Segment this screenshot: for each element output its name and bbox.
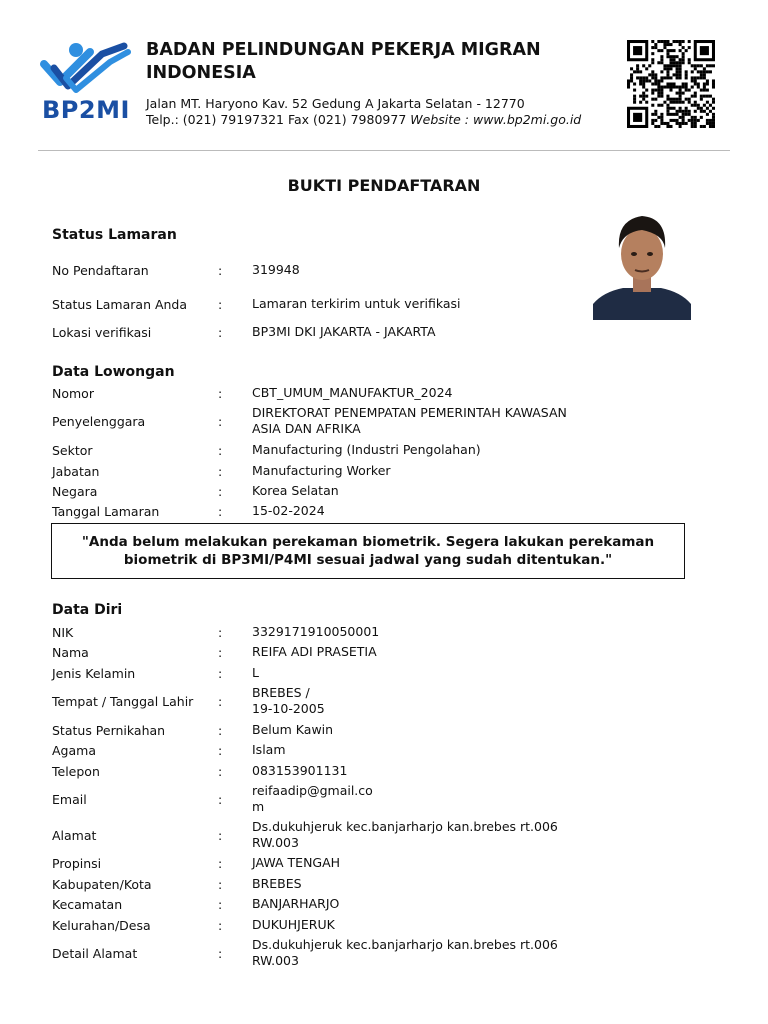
row-kelurahan-desa: Kelurahan/Desa : DUKUHJERUK xyxy=(52,917,335,933)
row-jenis-kelamin: Jenis Kelamin : L xyxy=(52,665,259,681)
address-line: Jalan MT. Haryono Kav. 52 Gedung A Jakarta Selatan - 12770 xyxy=(146,96,525,111)
row-sektor: Sektor : Manufacturing (Industri Pengolahan) xyxy=(52,442,481,458)
row-tanggal-lamaran: Tanggal Lamaran : 15-02-2024 xyxy=(52,503,325,519)
row-no-pendaftaran: No Pendaftaran : 319948 xyxy=(52,262,300,278)
section-data-diri: Data Diri xyxy=(52,602,123,618)
section-data-lowongan: Data Lowongan xyxy=(52,364,175,380)
qr-code xyxy=(626,40,716,128)
row-status-pernikahan: Status Pernikahan : Belum Kawin xyxy=(52,722,334,738)
row-nik: NIK : 3329171910050001 xyxy=(52,624,380,640)
row-kecamatan: Kecamatan : BANJARHARJO xyxy=(52,896,340,912)
header-divider xyxy=(38,150,730,151)
document-title: BUKTI PENDAFTARAN xyxy=(287,176,481,195)
organization-address xyxy=(146,96,581,128)
section-status-lamaran: Status Lamaran xyxy=(52,227,177,243)
bp2mi-emblem-icon xyxy=(40,38,134,98)
row-alamat: Alamat : Ds.dukuhjeruk kec.banjarharjo kan.brebes rt.006 RW.003 xyxy=(52,819,558,850)
row-email: Email : reifaadip@gmail.co m xyxy=(52,783,373,814)
row-telepon: Telepon : 083153901131 xyxy=(52,763,348,779)
qr-code-icon xyxy=(626,40,716,128)
row-jabatan: Jabatan : Manufacturing Worker xyxy=(52,463,391,479)
row-tempat-tanggal-lahir: Tempat / Tanggal Lahir : BREBES / 19-10-2005 xyxy=(52,685,325,716)
row-propinsi: Propinsi : JAWA TENGAH xyxy=(52,855,341,871)
row-penyelenggara: Penyelenggara : DIREKTORAT PENEMPATAN PEMERINTAH KAWASAN ASIA DAN AFRIKA xyxy=(52,405,567,436)
row-status-lamaran-anda: Status Lamaran Anda : Lamaran terkirim untuk verifikasi xyxy=(52,296,461,312)
logo-wordmark: BP2MI xyxy=(42,96,130,124)
row-kabupaten-kota: Kabupaten/Kota : BREBES xyxy=(52,876,302,892)
row-nomor: Nomor : CBT_UMUM_MANUFAKTUR_2024 xyxy=(52,385,453,401)
row-negara: Negara : Korea Selatan xyxy=(52,483,339,499)
contact-line: Telp.: (021) 79197321 Fax (021) 7980977 Website : www.bp2mi.go.id xyxy=(146,112,582,127)
organization-name: BADAN PELINDUNGAN PEKERJA MIGRAN INDONESIA xyxy=(146,40,541,83)
row-lokasi-verifikasi: Lokasi verifikasi : BP3MI DKI JAKARTA - JAKARTA xyxy=(52,324,436,340)
website-link[interactable]: Website : www.bp2mi.go.id xyxy=(410,112,582,127)
row-nama: Nama : REIFA ADI PRASETIA xyxy=(52,644,377,660)
row-agama: Agama : Islam xyxy=(52,742,286,758)
row-detail-alamat: Detail Alamat : Ds.dukuhjeruk kec.banjarharjo kan.brebes rt.006 RW.003 xyxy=(52,937,558,968)
biometric-notice: "Anda belum melakukan perekaman biometrik. Segera lakukan perekaman biometrik di BP3MI/P4MI sesuai jadwal yang sudah ditentukan." xyxy=(51,523,685,579)
